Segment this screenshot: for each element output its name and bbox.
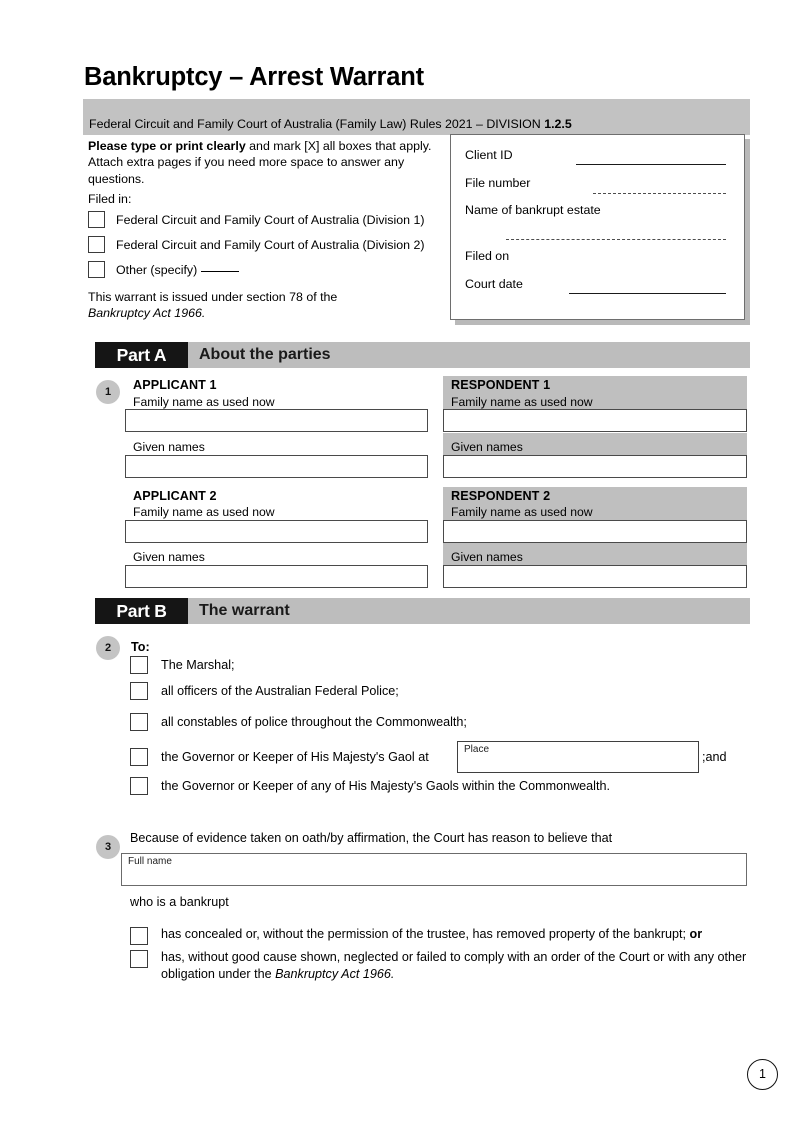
part-a-tag: Part A <box>95 342 188 368</box>
filed-in-option-division-2[interactable] <box>88 234 438 255</box>
respondent-2-family-name-input[interactable] <box>443 520 747 543</box>
to-option-afp[interactable] <box>130 682 399 700</box>
applicant-1-given-names-input[interactable] <box>125 455 428 478</box>
court-details-box <box>450 134 745 320</box>
to-option-label: the Governor or Keeper of any of His Majesty's Gaols within the Commonwealth. <box>161 779 610 793</box>
to-option-any-gaols[interactable] <box>130 777 610 795</box>
filed-in-option-division-1[interactable] <box>88 209 438 230</box>
respondent-1-given-names-input[interactable] <box>443 455 747 478</box>
checkbox-division-2[interactable] <box>88 236 105 253</box>
checkbox-any-gaols[interactable] <box>130 777 148 795</box>
item-number-2: 2 <box>96 636 120 660</box>
respondent-2-family-name-label: Family name as used now <box>451 505 593 519</box>
court-date-field[interactable] <box>569 293 726 294</box>
part-b-header <box>95 598 750 624</box>
applicant-2-given-names-label: Given names <box>133 550 205 564</box>
item-number-3: 3 <box>96 835 120 859</box>
ground-option-2[interactable] <box>130 949 761 983</box>
ground-option-label <box>161 926 761 943</box>
to-label: To: <box>131 640 150 654</box>
filed-in-label: Filed in: <box>88 192 132 206</box>
bankrupt-estate-label: Name of bankrupt estate <box>465 203 601 217</box>
rules-division-number: 1.2.5 <box>544 117 572 131</box>
page-number: 1 <box>747 1059 778 1090</box>
applicant-2-family-name-label: Family name as used now <box>133 505 275 519</box>
checkbox-ground-2[interactable] <box>130 950 148 968</box>
respondent-1-given-names-label: Given names <box>451 440 523 454</box>
respondent-2-heading: RESPONDENT 2 <box>451 489 551 503</box>
part-b-tag: Part B <box>95 598 188 624</box>
filed-on-label: Filed on <box>465 249 510 263</box>
client-id-label: Client ID <box>465 148 513 162</box>
ground-2-act: Bankruptcy Act 1966. <box>275 967 395 981</box>
and-suffix: ;and <box>702 750 727 764</box>
part-b-title: The warrant <box>199 602 290 619</box>
checkbox-marshal[interactable] <box>130 656 148 674</box>
applicant-2-given-names-input[interactable] <box>125 565 428 588</box>
filed-in-option-label <box>116 263 239 277</box>
filed-in-options <box>88 209 438 284</box>
checkbox-ground-1[interactable] <box>130 927 148 945</box>
to-option-marshal[interactable] <box>130 656 235 674</box>
warrant-note-act: Bankruptcy Act 1966. <box>88 306 206 321</box>
to-option-label: all constables of police throughout the Commonwealth; <box>161 715 467 729</box>
ground-1-text: has concealed or, without the permission of the trustee, has removed property of the bankrupt; <box>161 927 690 941</box>
ground-option-label <box>161 949 761 983</box>
filed-in-option-other[interactable] <box>88 259 438 280</box>
to-option-label: all officers of the Australian Federal Police; <box>161 684 399 698</box>
court-date-label: Court date <box>465 277 523 291</box>
applicant-1-given-names-label: Given names <box>133 440 205 454</box>
to-option-constables[interactable] <box>130 713 467 731</box>
applicant-1-family-name-label: Family name as used now <box>133 395 275 409</box>
client-id-field[interactable] <box>576 164 726 165</box>
warrant-issued-note <box>88 289 433 322</box>
checkbox-afp[interactable] <box>130 682 148 700</box>
applicant-2-heading: APPLICANT 2 <box>133 489 217 503</box>
full-name-input-placeholder: Full name <box>128 856 172 867</box>
file-number-field[interactable] <box>593 193 726 194</box>
respondent-1-family-name-input[interactable] <box>443 409 747 432</box>
part-a-title: About the parties <box>199 346 331 363</box>
respondent-1-heading: RESPONDENT 1 <box>451 378 551 392</box>
bankrupt-estate-field[interactable] <box>506 239 726 240</box>
place-input-placeholder: Place <box>464 744 490 755</box>
who-is-bankrupt-text: who is a bankrupt <box>130 895 229 909</box>
checkbox-division-1[interactable] <box>88 211 105 228</box>
warrant-note-line: This warrant is issued under section 78 of the <box>88 290 338 304</box>
place-input[interactable] <box>457 741 699 773</box>
page-title: Bankruptcy – Arrest Warrant <box>84 63 424 91</box>
filed-in-option-label: Federal Circuit and Family Court of Australia (Division 2) <box>116 237 425 252</box>
item-number-1: 1 <box>96 380 120 404</box>
filed-in-option-label: Federal Circuit and Family Court of Australia (Division 1) <box>116 212 425 227</box>
applicant-1-family-name-input[interactable] <box>125 409 428 432</box>
applicant-1-heading: APPLICANT 1 <box>133 378 217 392</box>
applicant-2-family-name-input[interactable] <box>125 520 428 543</box>
evidence-statement: Because of evidence taken on oath/by affirmation, the Court has reason to believe that <box>130 831 613 845</box>
ground-2-text: has, without good cause shown, neglected or failed to comply with an order of the Court or with any other obligation under the <box>161 950 747 981</box>
full-name-input[interactable] <box>121 853 747 886</box>
checkbox-other[interactable] <box>88 261 105 278</box>
rules-reference <box>89 116 572 132</box>
to-option-label: the Governor or Keeper of His Majesty's Gaol at <box>161 750 429 764</box>
respondent-2-given-names-input[interactable] <box>443 565 747 588</box>
ground-option-1[interactable] <box>130 926 761 945</box>
file-number-label: File number <box>465 176 531 190</box>
instructions-rest: and mark [X] all boxes that apply. Attach extra pages if you need more space to answer any questions. <box>88 139 432 186</box>
part-a-header <box>95 342 750 368</box>
checkbox-gaol-at[interactable] <box>130 748 148 766</box>
checkbox-constables[interactable] <box>130 713 148 731</box>
rules-reference-text: Federal Circuit and Family Court of Australia (Family Law) Rules 2021 – DIVISION <box>89 117 545 131</box>
other-specify-blank[interactable] <box>201 271 239 272</box>
ground-1-conjunction: or <box>689 927 703 941</box>
instructions-text <box>88 138 433 187</box>
to-option-gaol-at[interactable] <box>130 748 429 766</box>
instructions-lead: Please type or print clearly <box>88 139 246 153</box>
other-specify-text: Other (specify) <box>116 262 198 277</box>
respondent-2-given-names-label: Given names <box>451 550 523 564</box>
respondent-1-family-name-label: Family name as used now <box>451 395 593 409</box>
to-option-label: The Marshal; <box>161 658 235 672</box>
